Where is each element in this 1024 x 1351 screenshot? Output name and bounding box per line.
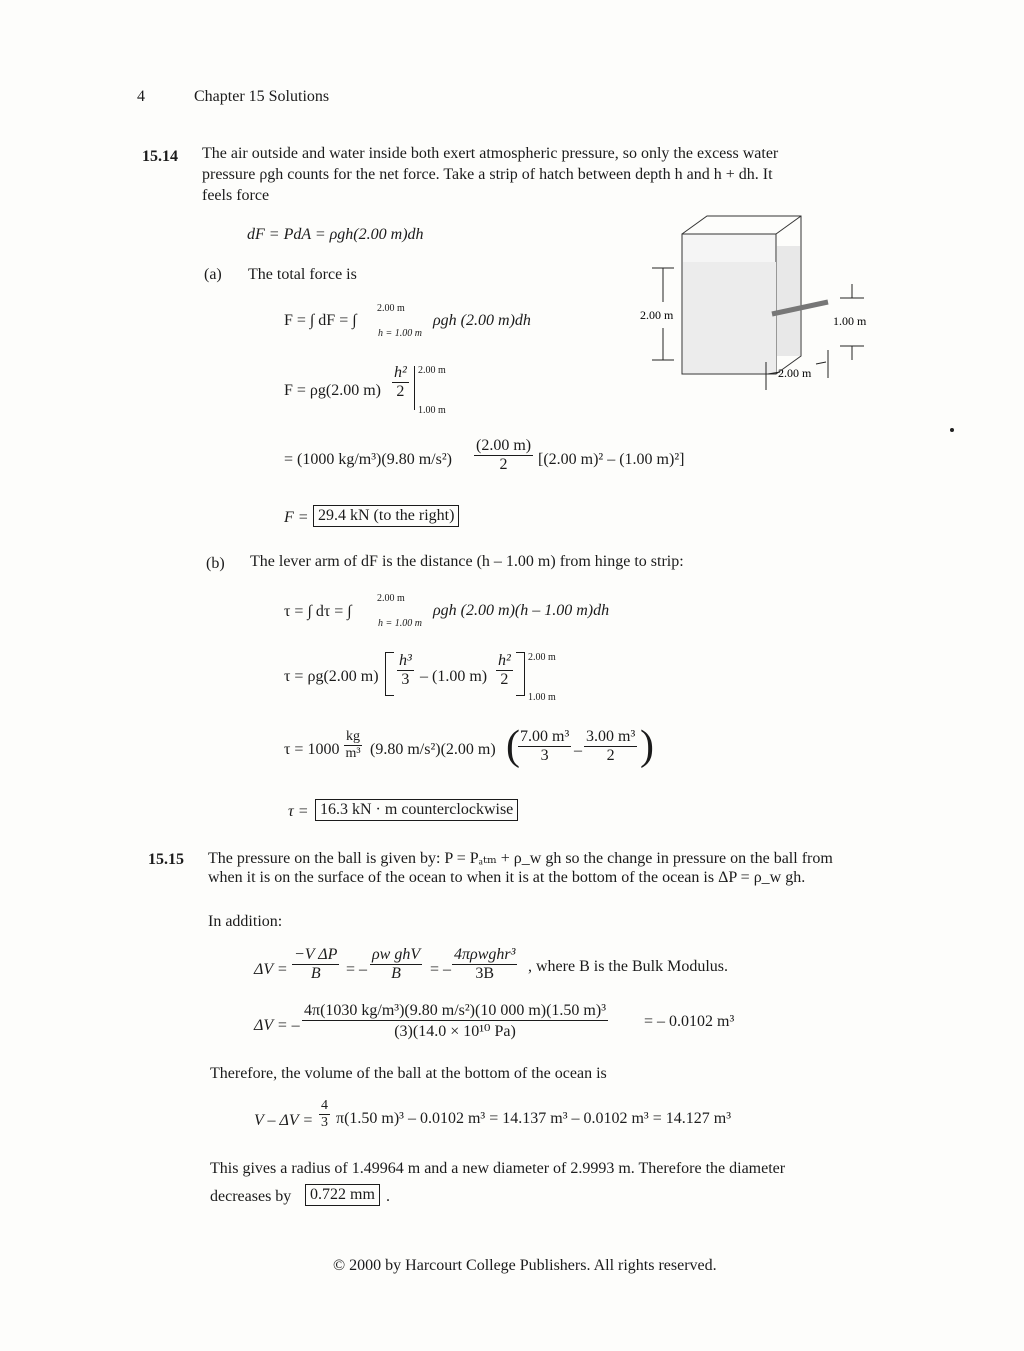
intro-line-1: The air outside and water inside both exert atmospheric pressure, so only the excess water: [202, 145, 779, 162]
df-equation: dF = PdA = ρgh(2.00 m)dh: [247, 226, 424, 243]
eq2-denominator: 2: [396, 383, 405, 400]
v-denominator: 3: [321, 1115, 328, 1130]
part-b-text: The lever arm of dF is the distance (h – 1.00 m) from hinge to strip:: [250, 553, 684, 570]
eq2-fraction: [392, 364, 409, 401]
dv-frac3-den: 3B: [475, 965, 495, 982]
t3-frac1: [518, 728, 571, 765]
t2-frac1: [397, 652, 414, 689]
dv-tail: , where B is the Bulk Modulus.: [528, 958, 728, 975]
torque-answer-box: 16.3 kN · m counterclockwise: [315, 799, 518, 821]
torque-answer-lhs: τ =: [288, 803, 309, 820]
eq2-upper-limit: 2.00 m: [418, 365, 446, 376]
width-label: 2.00 m: [778, 366, 812, 380]
t3-frac2-num: 3.00 m³: [586, 728, 636, 745]
therefore-text: Therefore, the volume of the ball at the bottom of the ocean is: [210, 1065, 607, 1082]
dv2-numerator: 4π(1030 kg/m³)(9.80 m/s²)(10 000 m)(1.50 m)³: [304, 1002, 606, 1019]
p1515-line-2: when it is on the surface of the ocean to when it is at the bottom of the ocean is ΔP = ρ_w gh.: [208, 869, 806, 886]
close-paren: ): [640, 723, 654, 769]
dv2-denominator: (3)(14.0 × 10¹⁰ Pa): [394, 1023, 516, 1040]
p1515-line-1: The pressure on the ball is given by: P = Pₐₜₘ + ρ_w gh so the change in pressure on the ball from: [208, 850, 833, 867]
t2-lower-limit: 1.00 m: [528, 692, 556, 703]
in-addition-text: In addition:: [208, 913, 283, 930]
dv-frac1: [292, 946, 339, 983]
t1-upper-limit: 2.00 m: [377, 593, 405, 604]
intro-line-2: pressure ρgh counts for the net force. Take a strip of hatch between depth h and h + dh. It: [202, 166, 773, 183]
diameter-answer-box: 0.722 mm: [305, 1184, 380, 1206]
t1-lower-limit: h = 1.00 m: [378, 618, 422, 629]
eq2-lhs: F = ρg(2.00 m): [284, 382, 382, 399]
v-fraction: [319, 1098, 330, 1131]
eq2-lower-limit: 1.00 m: [418, 405, 446, 416]
dv-frac1-den: B: [310, 965, 321, 982]
dv-frac2-num: ρw ghV: [372, 946, 421, 963]
v-numerator: 4: [321, 1098, 328, 1113]
t3-frac1-den: 3: [540, 747, 549, 764]
t2-frac1-num: h³: [399, 652, 412, 669]
eq3-fraction: [474, 437, 533, 474]
evaluation-bar: [414, 366, 415, 410]
t1-rhs: ρgh (2.00 m)(h – 1.00 m)dh: [433, 602, 610, 619]
eq1-upper-limit: 2.00 m: [377, 303, 405, 314]
t3-minus: –: [574, 742, 582, 759]
water-side: [777, 246, 800, 356]
eq3-denominator: 2: [499, 456, 508, 473]
answer-period: .: [386, 1188, 390, 1205]
v-lhs: V – ΔV =: [254, 1112, 314, 1129]
dv-eq3: = –: [430, 961, 452, 978]
force-answer-box: 29.4 kN (to the right): [313, 505, 459, 527]
part-a-label: (a): [204, 266, 222, 283]
t3-kg: kg: [346, 729, 360, 744]
problem-number-15-15: 15.15: [148, 851, 184, 868]
intro-line-3: feels force: [202, 187, 270, 204]
eq1-lhs: F = ∫ dF = ∫: [284, 312, 357, 329]
dv-lhs: ΔV =: [254, 961, 288, 978]
t1-lhs: τ = ∫ dτ = ∫: [284, 603, 352, 620]
dv-frac1-num: −V ΔP: [294, 946, 338, 963]
t2-lhs: τ = ρg(2.00 m): [284, 668, 379, 685]
t2-frac2-den: 2: [500, 671, 509, 688]
t2-frac1-den: 3: [401, 671, 410, 688]
dv-eq2: = –: [346, 961, 368, 978]
eq2-numerator: h²: [394, 364, 407, 381]
dv-frac3: [452, 946, 517, 983]
copyright-footer: © 2000 by Harcourt College Publishers. All rights reserved.: [333, 1257, 717, 1274]
radius-line-1: This gives a radius of 1.49964 m and a new diameter of 2.9993 m. Therefore the diameter: [210, 1160, 786, 1177]
t3-frac2-den: 2: [606, 747, 615, 764]
part-a-text: The total force is: [248, 266, 357, 283]
open-paren: (: [506, 723, 520, 769]
force-answer-lhs: F =: [284, 509, 309, 526]
t2-mid: – (1.00 m): [420, 668, 488, 685]
t3-frac2: [584, 728, 637, 765]
t2-frac2: [496, 652, 513, 689]
v-rhs: π(1.50 m)³ – 0.0102 m³ = 14.137 m³ – 0.0102 m³ = 14.127 m³: [336, 1110, 731, 1127]
eq3-numerator: (2.00 m): [476, 437, 532, 454]
t2-upper-limit: 2.00 m: [528, 652, 556, 663]
right-bracket: [516, 652, 525, 696]
dv2-fraction: [302, 1002, 608, 1041]
hatch-tank-figure: [630, 212, 890, 402]
eq3-part-b: [(2.00 m)² – (1.00 m)²]: [538, 451, 685, 468]
t3-frac1-num: 7.00 m³: [520, 728, 570, 745]
problem-number-15-14: 15.14: [142, 148, 178, 165]
stray-dot: [950, 428, 954, 432]
page-number: 4: [137, 88, 145, 105]
radius-line-2: decreases by: [210, 1188, 292, 1205]
t3-lhs: τ = 1000: [284, 741, 340, 758]
dv2-rhs: = – 0.0102 m³: [644, 1013, 735, 1030]
water-region: [683, 262, 776, 373]
left-bracket: [385, 652, 394, 696]
chapter-title: Chapter 15 Solutions: [194, 88, 330, 105]
part-b-label: (b): [206, 555, 225, 572]
t2-frac2-num: h²: [498, 652, 511, 669]
eq1-lower-limit: h = 1.00 m: [378, 328, 422, 339]
t3-units: [344, 729, 362, 762]
dv-frac2: [370, 946, 422, 983]
eq3-part-a: = (1000 kg/m³)(9.80 m/s²): [284, 451, 452, 468]
height-label: 2.00 m: [640, 308, 674, 322]
dv-frac3-num: 4πρwghr³: [454, 946, 516, 963]
dv-frac2-den: B: [391, 965, 401, 982]
hatch-label: 1.00 m: [833, 314, 867, 328]
t3-m3: m³: [345, 746, 361, 761]
dv2-lhs: ΔV = –: [254, 1017, 300, 1034]
force-integral-equation: [284, 312, 357, 330]
eq1-rhs: ρgh (2.00 m)dh: [433, 312, 531, 329]
t3-mid: (9.80 m/s²)(2.00 m): [370, 741, 496, 758]
